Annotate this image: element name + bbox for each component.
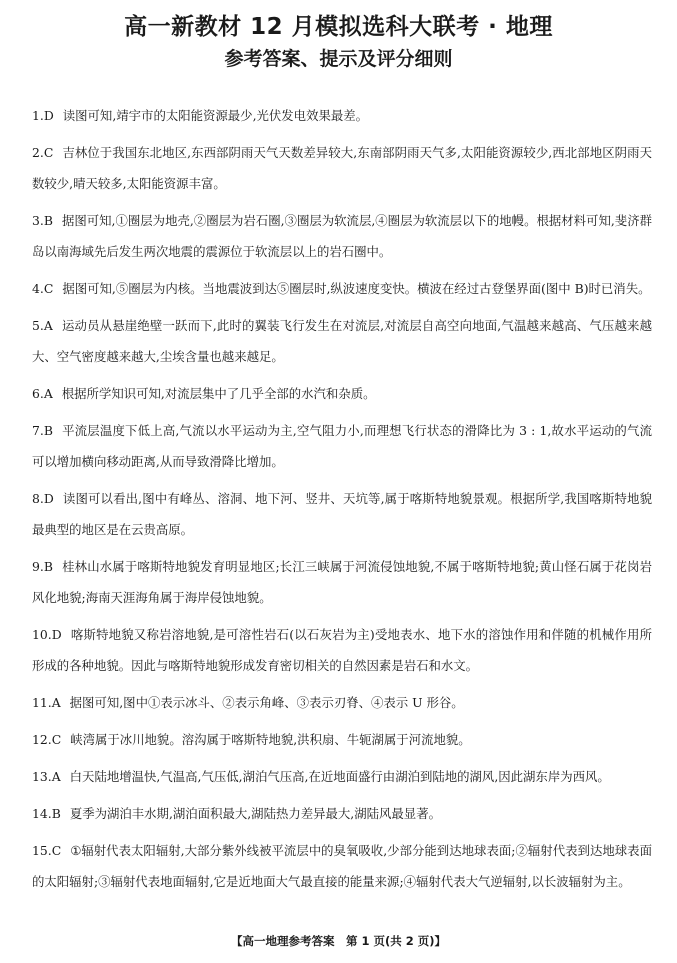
question-number: 5. xyxy=(32,318,44,333)
answer-explanation: 吉林位于我国东北地区,东西部阴雨天气天数差异较大,东南部阴雨天气多,太阳能资源较少,西北部地区阴雨天数较少,晴天较多,太阳能资源丰富。 xyxy=(32,145,652,191)
answer-item xyxy=(32,619,652,681)
question-number: 15. xyxy=(32,843,52,858)
answer-item xyxy=(32,798,652,829)
question-number: 4. xyxy=(32,281,44,296)
question-number: 14. xyxy=(32,806,52,821)
question-number: 3. xyxy=(32,213,44,228)
answer-letter: A xyxy=(51,695,61,710)
answer-item xyxy=(32,551,652,613)
answer-letter: D xyxy=(43,491,54,506)
answer-letter: D xyxy=(43,108,54,123)
page-footer: 【高一地理参考答案 第 1 页(共 2 页)】 xyxy=(230,934,447,948)
answer-explanation: 运动员从悬崖绝壁一跃而下,此时的翼装飞行发生在对流层,对流层自高空向地面,气温越来越高、气压越来越大、空气密度越来越大,尘埃含量也越来越足。 xyxy=(32,318,652,364)
answer-letter: A xyxy=(43,318,53,333)
answer-item xyxy=(32,205,652,267)
question-number: 8. xyxy=(32,491,44,506)
answer-list xyxy=(32,100,652,903)
question-number: 2. xyxy=(32,145,44,160)
answer-item xyxy=(32,415,652,477)
answer-letter: B xyxy=(43,213,53,228)
page-subtitle: 参考答案、提示及评分细则 xyxy=(224,48,453,70)
answer-letter: A xyxy=(51,769,61,784)
answer-item xyxy=(32,483,652,545)
question-number: 9. xyxy=(32,559,44,574)
answer-explanation: 桂林山水属于喀斯特地貌发育明显地区;长江三峡属于河流侵蚀地貌,不属于喀斯特地貌;黄山怪石属于花岗岩风化地貌;海南天涯海角属于海岸侵蚀地貌。 xyxy=(32,559,652,605)
answer-item xyxy=(32,835,652,897)
question-number: 11. xyxy=(32,695,52,710)
answer-item xyxy=(32,273,652,304)
answer-item xyxy=(32,761,652,792)
question-number: 7. xyxy=(32,423,44,438)
answer-item xyxy=(32,724,652,755)
question-number: 10. xyxy=(32,627,52,642)
answer-letter: C xyxy=(51,732,62,747)
answer-explanation: 根据所学知识可知,对流层集中了几乎全部的水汽和杂质。 xyxy=(61,386,376,401)
answer-letter: B xyxy=(43,423,53,438)
answer-explanation: ①辐射代表太阳辐射,大部分紫外线被平流层中的臭氧吸收,少部分能到达地球表面;②辐射代表到达地球表面的太阳辐射;③辐射代表地面辐射,它是近地面大气最直接的能量来源;④辐射代表大气逆辐射,以长波辐射为主。 xyxy=(32,843,652,889)
answer-letter: D xyxy=(51,627,62,642)
answer-explanation: 峡湾属于冰川地貌。溶沟属于喀斯特地貌,洪积扇、牛轭湖属于河流地貌。 xyxy=(70,732,471,747)
answer-item xyxy=(32,310,652,372)
answer-explanation: 据图可知,图中①表示冰斗、②表示角峰、③表示刃脊、④表示 U 形谷。 xyxy=(69,695,464,710)
page-title: 高一新教材 12 月模拟选科大联考 · 地理 xyxy=(124,14,553,40)
answer-explanation: 读图可以看出,图中有峰丛、溶洞、地下河、竖井、天坑等,属于喀斯特地貌景观。根据所学,我国喀斯特地貌最典型的地区是在云贵高原。 xyxy=(32,491,652,537)
question-number: 12. xyxy=(32,732,52,747)
answer-item xyxy=(32,137,652,199)
answer-item xyxy=(32,378,652,409)
answer-item xyxy=(32,687,652,718)
answer-explanation: 据图可知,⑤圈层为内核。当地震波到达⑤圈层时,纵波速度变快。横波在经过古登堡界面(图中 B)时已消失。 xyxy=(62,281,651,296)
answer-letter: C xyxy=(43,281,54,296)
answer-item xyxy=(32,100,652,131)
question-number: 1. xyxy=(32,108,44,123)
answer-letter: B xyxy=(51,806,61,821)
answer-letter: B xyxy=(43,559,53,574)
answer-explanation: 读图可知,靖宇市的太阳能资源最少,光伏发电效果最差。 xyxy=(62,108,369,123)
answer-letter: A xyxy=(43,386,53,401)
answer-letter: C xyxy=(51,843,62,858)
answer-explanation: 喀斯特地貌又称岩溶地貌,是可溶性岩石(以石灰岩为主)受地表水、地下水的溶蚀作用和伴随的机械作用所形成的各种地貌。因此与喀斯特地貌形成发育密切相关的自然因素是岩石和水文。 xyxy=(32,627,652,673)
question-number: 6. xyxy=(32,386,44,401)
answer-explanation: 平流层温度下低上高,气流以水平运动为主,空气阻力小,而理想飞行状态的滑降比为 3 : 1,故水平运动的气流可以增加横向移动距离,从而导致滑降比增加。 xyxy=(32,423,652,469)
answer-explanation: 白天陆地增温快,气温高,气压低,湖泊气压高,在近地面盛行由湖泊到陆地的湖风,因此湖东岸为西风。 xyxy=(69,769,610,784)
answer-explanation: 夏季为湖泊丰水期,湖泊面积最大,湖陆热力差异最大,湖陆风最显著。 xyxy=(69,806,441,821)
answer-letter: C xyxy=(43,145,54,160)
answer-explanation: 据图可知,①圈层为地壳,②圈层为岩石圈,③圈层为软流层,④圈层为软流层以下的地幔。根据材料可知,斐济群岛以南海域先后发生两次地震的震源位于软流层以上的岩石圈中。 xyxy=(32,213,652,259)
question-number: 13. xyxy=(32,769,52,784)
